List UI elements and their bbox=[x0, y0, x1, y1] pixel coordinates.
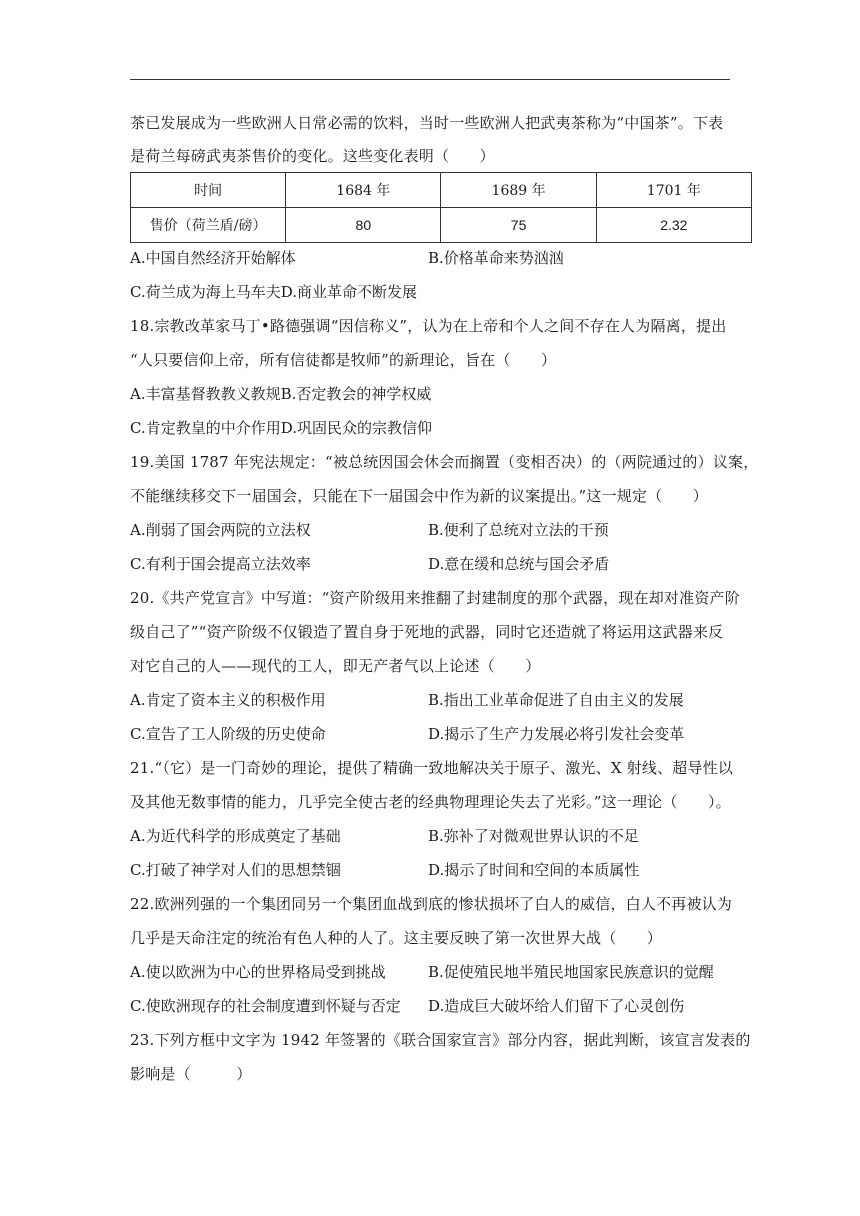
q20-option-d[interactable]: D.揭示了生产力发展必将引发社会变革 bbox=[428, 725, 685, 743]
tea-price-table bbox=[130, 172, 752, 243]
q18-stem-line1: 18.宗教改革家马丁•路德强调“因信称义”，认为在上帝和个人之间不存在人为隔离，提出 bbox=[130, 317, 727, 335]
q20-option-a[interactable]: A.肯定了资本主义的积极作用 bbox=[130, 691, 326, 709]
q17-stem-line2: 是荷兰每磅武夷茶售价的变化。这些变化表明（ ） bbox=[130, 147, 495, 165]
q20-option-c[interactable]: C.宣告了工人阶级的历史使命 bbox=[130, 725, 326, 743]
q21-stem-line2: 及其他无数事情的能力，几乎完全使古老的经典物理理论失去了光彩。”这一理论（ ）。 bbox=[130, 793, 731, 811]
table-header-cell: 1684 年 bbox=[286, 173, 441, 208]
q21-option-a[interactable]: A.为近代科学的形成奠定了基础 bbox=[130, 827, 341, 845]
q19-stem-line2: 不能继续移交下一届国会，只能在下一届国会中作为新的议案提出。”这一规定（ ） bbox=[130, 487, 708, 505]
q17-stem-line1: 茶已发展成为一些欧洲人日常必需的饮料，当时一些欧洲人把武夷茶称为“中国茶”。下表 bbox=[130, 114, 724, 132]
table-header-row bbox=[131, 173, 752, 208]
q21-option-d[interactable]: D.揭示了时间和空间的本质属性 bbox=[428, 861, 640, 879]
table-cell: 2.32 bbox=[596, 208, 751, 243]
q22-stem-line2: 几乎是天命注定的统治有色人种的人了。这主要反映了第一次世界大战（ ） bbox=[130, 929, 663, 947]
table-header-cell: 1689 年 bbox=[441, 173, 596, 208]
table-cell: 75 bbox=[441, 208, 596, 243]
q18-option-cd[interactable]: C.肯定教皇的中介作用D.巩固民众的宗教信仰 bbox=[130, 419, 432, 437]
q22-option-d[interactable]: D.造成巨大破坏给人们留下了心灵创伤 bbox=[428, 997, 685, 1015]
q22-stem-line1: 22.欧洲列强的一个集团同另一个集团血战到底的惨状损坏了白人的威信，白人不再被认为 bbox=[130, 895, 733, 913]
q22-option-a[interactable]: A.使以欧洲为中心的世界格局受到挑战 bbox=[130, 963, 386, 981]
table-header-cell: 时间 bbox=[131, 173, 286, 208]
table-cell: 售价（荷兰盾/磅） bbox=[131, 208, 286, 243]
q19-option-a[interactable]: A.削弱了国会两院的立法权 bbox=[130, 521, 311, 539]
q19-option-c[interactable]: C.有利于国会提高立法效率 bbox=[130, 555, 311, 573]
q23-stem-line1: 23.下列方框中文字为 1942 年签署的《联合国家宣言》部分内容，据此判断，该宣言发表的 bbox=[130, 1031, 751, 1049]
q19-stem-line1: 19.美国 1787 年宪法规定：“被总统因国会休会而搁置（变相否决）的（两院通过的）议案， bbox=[130, 453, 759, 471]
q18-option-ab[interactable]: A.丰富基督教教义教规B.否定教会的神学权威 bbox=[130, 385, 432, 403]
q22-option-b[interactable]: B.促使殖民地半殖民地国家民族意识的觉醒 bbox=[428, 963, 714, 981]
q19-option-d[interactable]: D.意在缓和总统与国会矛盾 bbox=[428, 555, 610, 573]
q20-stem-line1: 20.《共产党宣言》中写道：“资产阶级用来推翻了封建制度的那个武器，现在却对准资产阶 bbox=[130, 589, 740, 607]
header-rule bbox=[130, 79, 730, 80]
q23-stem-line2: 影响是（ ） bbox=[130, 1065, 252, 1083]
q18-stem-line2: “人只要信仰上帝，所有信徒都是牧师”的新理论，旨在（ ） bbox=[130, 351, 557, 369]
q21-stem-line1: 21.“（它）是一门奇妙的理论，提供了精确一致地解决关于原子、激光、X 射线、超导性以 bbox=[130, 759, 734, 777]
q20-stem-line2: 级自己了”“资产阶级不仅锻造了置自身于死地的武器，同时它还造就了将运用这武器来反 bbox=[130, 623, 724, 641]
table-header-cell: 1701 年 bbox=[596, 173, 751, 208]
table-row bbox=[131, 208, 752, 243]
table-cell: 80 bbox=[286, 208, 441, 243]
q22-option-c[interactable]: C.使欧洲现存的社会制度遭到怀疑与否定 bbox=[130, 997, 401, 1015]
q17-option-b[interactable]: B.价格革命来势汹汹 bbox=[428, 249, 564, 267]
q17-option-a[interactable]: A.中国自然经济开始解体 bbox=[130, 249, 296, 267]
q17-option-cd[interactable]: C.荷兰成为海上马车夫D.商业革命不断发展 bbox=[130, 283, 417, 301]
q21-option-c[interactable]: C.打破了神学对人们的思想禁锢 bbox=[130, 861, 341, 879]
q20-stem-line3: 对它自己的人——现代的工人，即无产者气以上论述（ ） bbox=[130, 657, 541, 675]
q20-option-b[interactable]: B.指出工业革命促进了自由主义的发展 bbox=[428, 691, 684, 709]
q19-option-b[interactable]: B.便利了总统对立法的干预 bbox=[428, 521, 609, 539]
q21-option-b[interactable]: B.弥补了对微观世界认识的不足 bbox=[428, 827, 639, 845]
